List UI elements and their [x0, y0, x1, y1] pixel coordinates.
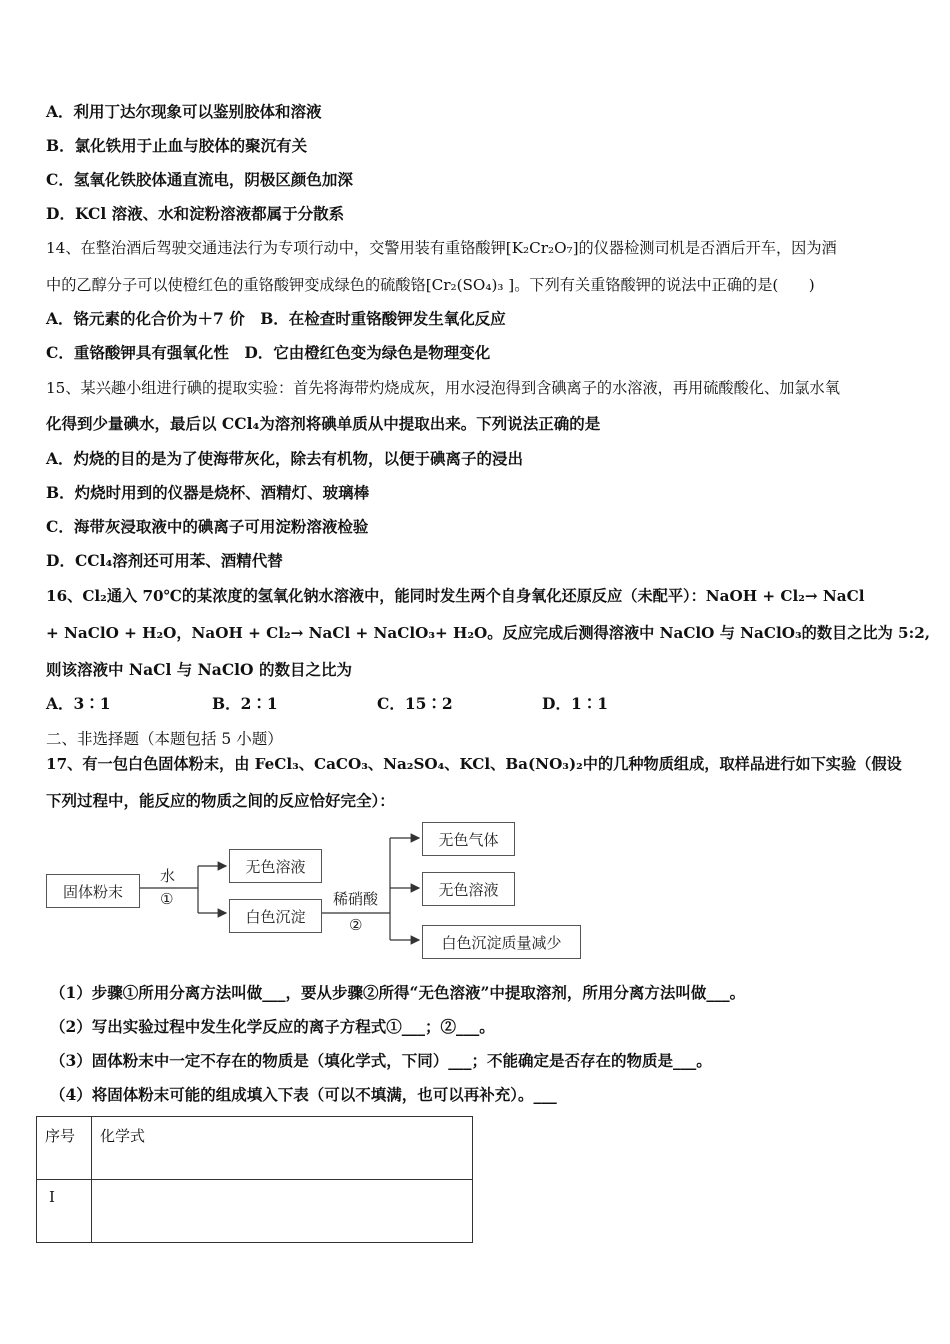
q15-option-d: D．CCl₄溶剂还可用苯、酒精代替 [46, 551, 283, 570]
q16-option-d: D．1∶1 [542, 694, 609, 713]
q13-option-c: C．氢氧化铁胶体通直流电，阴极区颜色加深 [46, 170, 353, 189]
q16-stem-line1: 16、Cl₂通入 70℃的某浓度的氢氧化钠水溶液中，能同时发生两个自身氧化还原反应（未配平）：NaOH + Cl₂→ NaCl [46, 587, 865, 605]
table-row [37, 1180, 473, 1243]
q14-stem-line2: 中的乙醇分子可以使橙红色的重铬酸钾变成绿色的硫酸铬[Cr₂(SO₄)₃ ]。下列有关重铬酸钾的说法中正确的是( ) [46, 276, 815, 294]
flow-box-precipitate-mass-decrease: 白色沉淀质量减少 [422, 925, 581, 959]
q16-option-b: B．2∶1 [212, 694, 278, 713]
table-cell-index: Ⅰ [37, 1180, 92, 1243]
q17-sub1: （1）步骤①所用分离方法叫做___，要从步骤②所得“无色溶液”中提取溶剂，所用分离方法叫做___。 [50, 983, 746, 1002]
flow-box-white-precipitate: 白色沉淀 [229, 899, 322, 933]
q13-option-b: B．氯化铁用于止血与胶体的聚沉有关 [46, 136, 308, 155]
flow-box-solid-powder: 固体粉末 [46, 874, 140, 908]
q17-sub3: （3）固体粉末中一定不存在的物质是（填化学式，下同）___；不能确定是否存在的物质是___。 [50, 1051, 712, 1070]
q15-stem-line2: 化得到少量碘水，最后以 CCl₄为溶剂将碘单质从中提取出来。下列说法正确的是 [46, 414, 601, 433]
flow-box-colorless-gas: 无色气体 [422, 822, 515, 856]
q17-stem-line2: 下列过程中，能反应的物质之间的反应恰好完全）： [46, 791, 395, 810]
flow-step1-number: ① [160, 890, 174, 908]
section-heading: 二、非选择题（本题包括 5 小题） [46, 730, 283, 748]
table-header-row [37, 1117, 473, 1180]
q15-option-a: A．灼烧的目的是为了使海带灰化，除去有机物，以便于碘离子的浸出 [46, 449, 524, 468]
flow-reagent-water: 水 [160, 867, 176, 885]
table-header-formula: 化学式 [92, 1117, 473, 1180]
q14-options-ab: A．铬元素的化合价为＋7 价 B．在检查时重铬酸钾发生氧化反应 [46, 309, 506, 328]
composition-table [36, 1116, 473, 1243]
q16-stem-line2: + NaClO + H₂O，NaOH + Cl₂→ NaCl + NaClO₃+ H₂O。反应完成后测得溶液中 NaClO 与 NaClO₃的数目之比为 5:2, [46, 624, 931, 642]
q14-options-cd: C．重铬酸钾具有强氧化性 D．它由橙红色变为绿色是物理变化 [46, 343, 491, 362]
q13-option-a: A．利用丁达尔现象可以鉴别胶体和溶液 [46, 102, 322, 121]
q16-option-a: A．3∶1 [46, 694, 111, 713]
q17-sub2: （2）写出实验过程中发生化学反应的离子方程式①___；②___。 [50, 1017, 495, 1036]
q17-sub4: （4）将固体粉末可能的组成填入下表（可以不填满，也可以再补充）。___ [50, 1085, 557, 1104]
q13-option-d: D．KCl 溶液、水和淀粉溶液都属于分散系 [46, 204, 345, 223]
q15-option-b: B．灼烧时用到的仪器是烧杯、酒精灯、玻璃棒 [46, 483, 370, 502]
q14-stem-line1: 14、在整治酒后驾驶交通违法行为专项行动中，交警用装有重铬酸钾[K₂Cr₂O₇]的仪器检测司机是否酒后开车，因为酒 [46, 239, 837, 257]
q16-stem-line3: 则该溶液中 NaCl 与 NaClO 的数目之比为 [46, 660, 352, 679]
flow-box-colorless-solution-2: 无色溶液 [422, 872, 515, 906]
q17-stem-line1: 17、有一包白色固体粉末，由 FeCl₃、CaCO₃、Na₂SO₄、KCl、Ba(NO₃)₂中的几种物质组成，取样品进行如下实验（假设 [46, 755, 902, 773]
flow-step2-number: ② [349, 916, 363, 934]
q15-option-c: C．海带灰浸取液中的碘离子可用淀粉溶液检验 [46, 517, 369, 536]
table-cell-formula[interactable] [92, 1180, 473, 1243]
q15-stem-line1: 15、某兴趣小组进行碘的提取实验：首先将海带灼烧成灰，用水浸泡得到含碘离子的水溶液，再用硫酸酸化、加氯水氧 [46, 379, 840, 397]
flow-box-colorless-solution: 无色溶液 [229, 849, 322, 883]
table-header-index: 序号 [37, 1117, 92, 1180]
q16-option-c: C．15∶2 [377, 694, 453, 713]
flow-reagent-dilute-nitric-acid: 稀硝酸 [333, 890, 379, 908]
